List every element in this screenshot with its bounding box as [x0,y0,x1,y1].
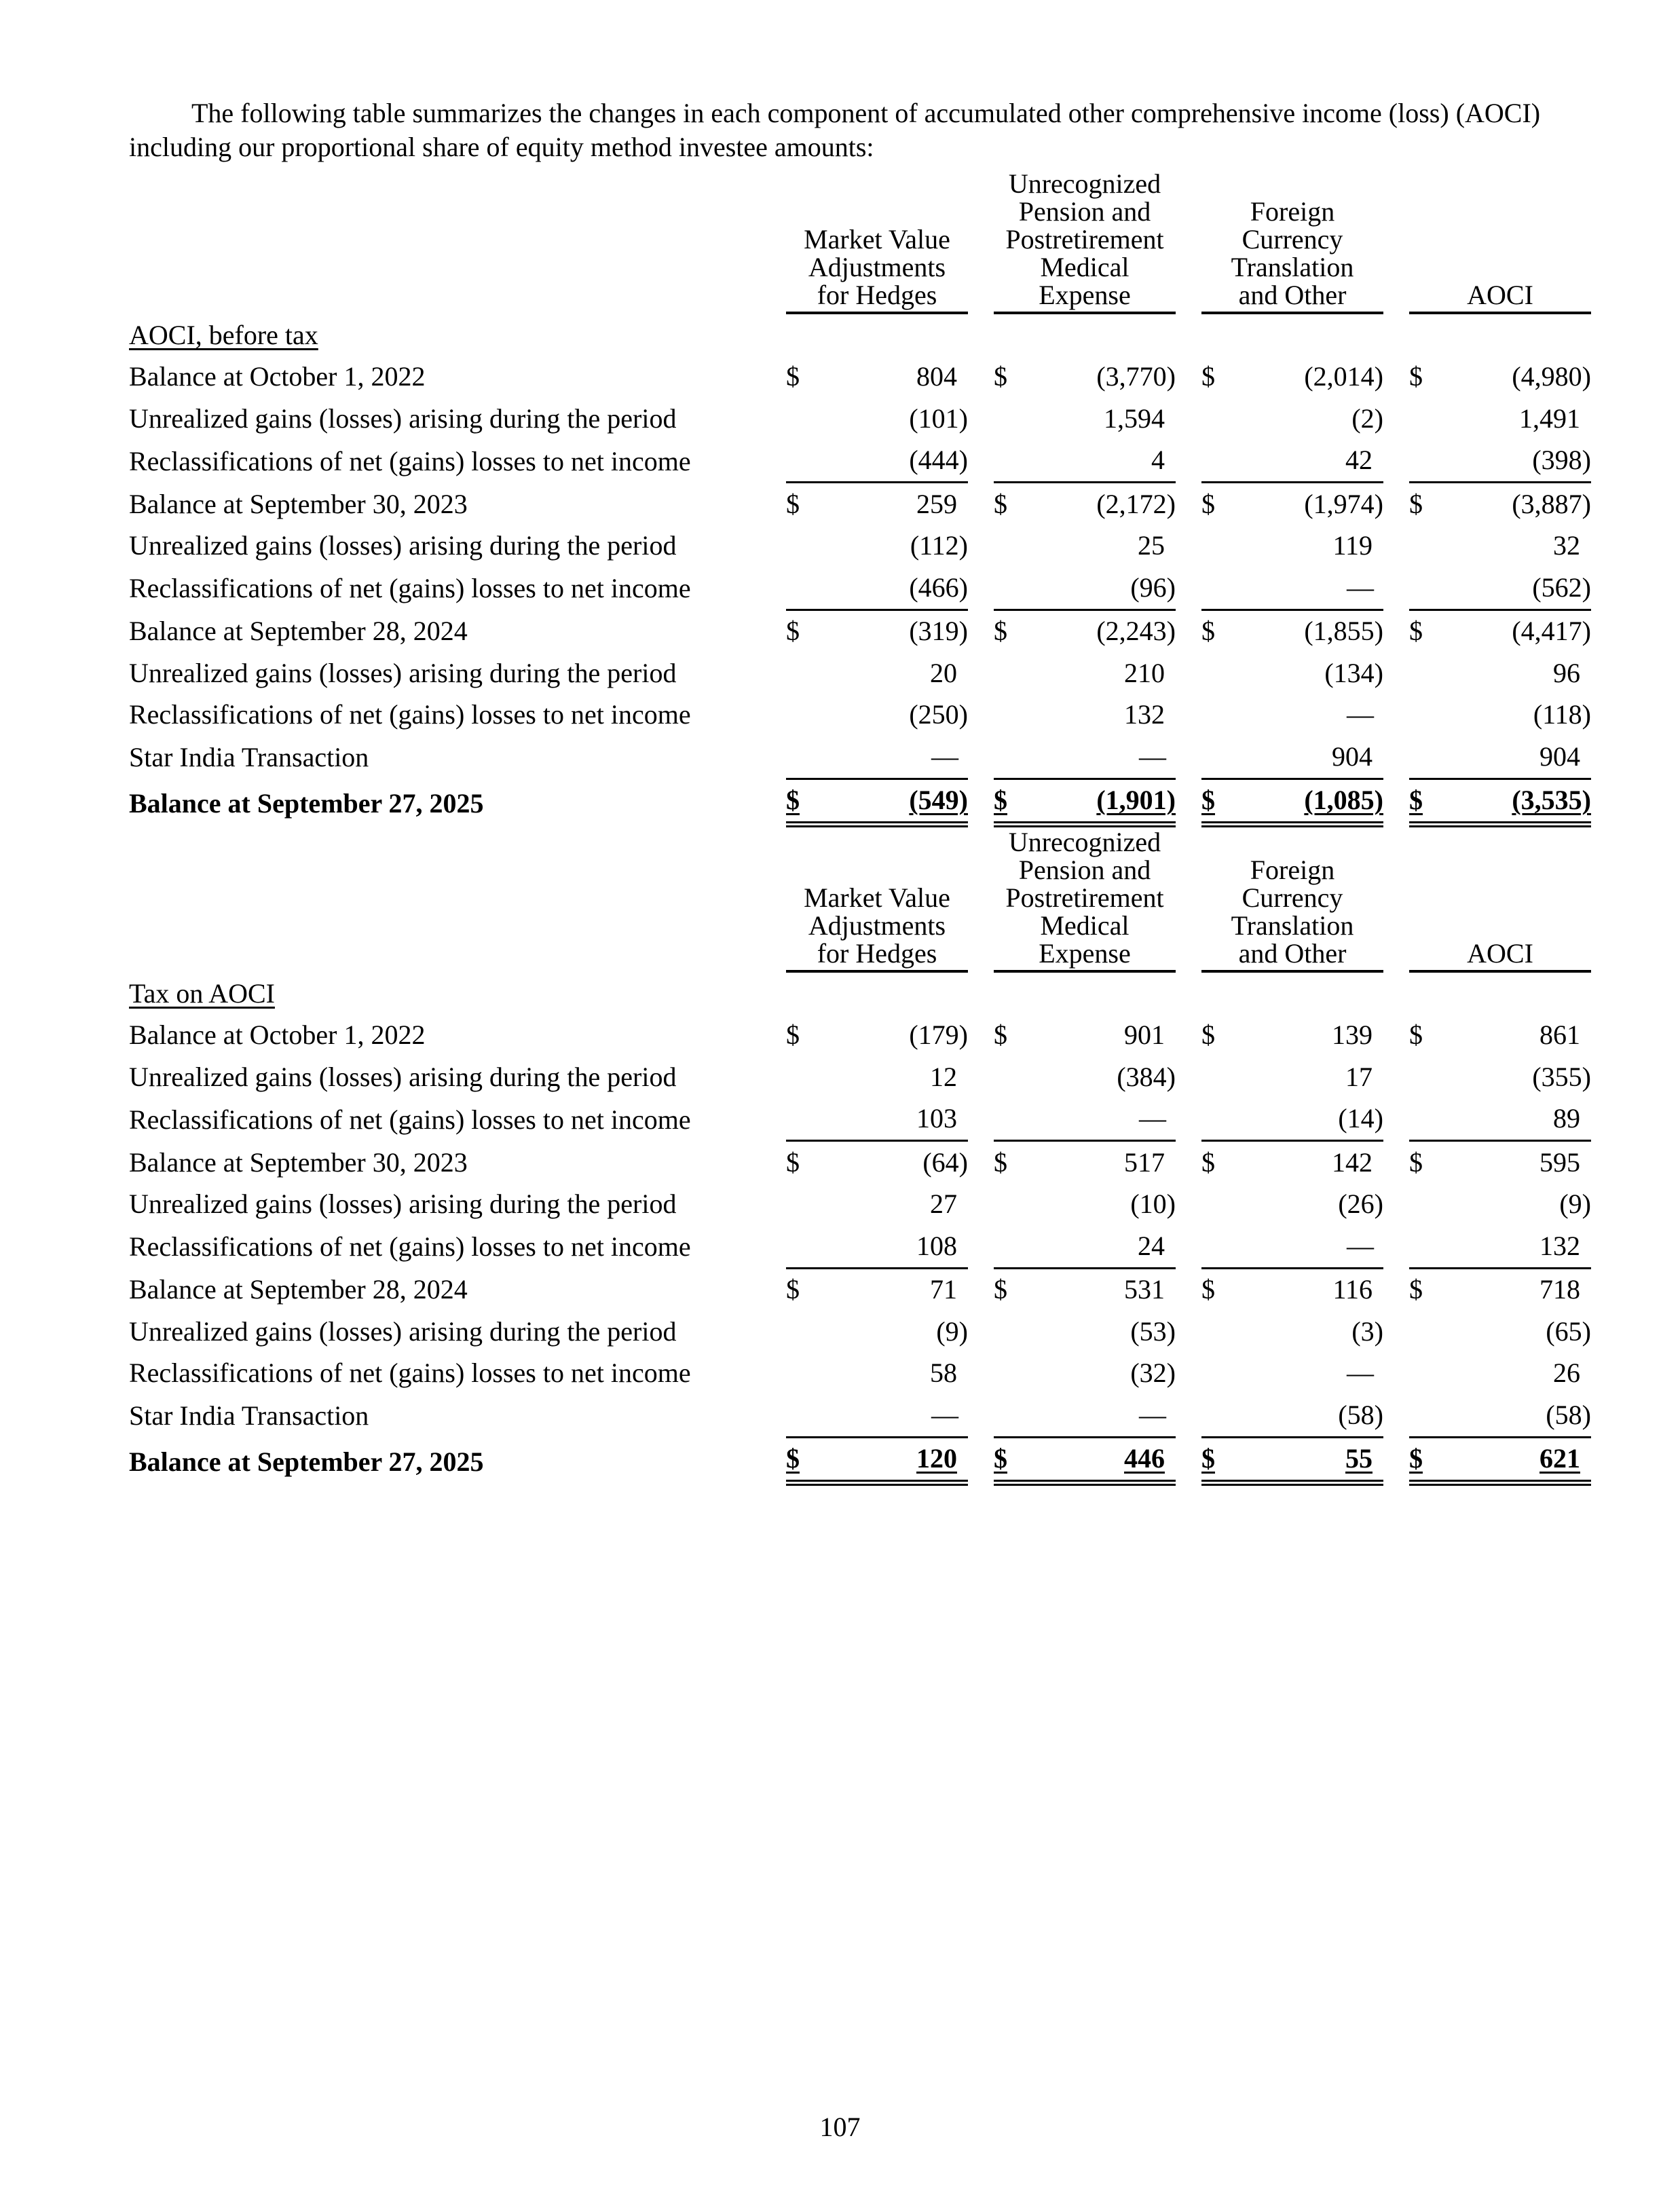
currency-symbol [786,440,820,484]
cell-hedges: 12 [930,1061,957,1092]
table-row [129,736,1591,780]
currency-symbol [994,440,1028,484]
cell-hedges: — [820,736,968,780]
row-label: Balance at September 30, 2023 [129,488,468,519]
column-header-hedges: Market Value Adjustments for Hedges [786,170,968,314]
cell-hedges: 71 [930,1274,957,1305]
currency-symbol: $ [994,780,1028,828]
currency-symbol: $ [786,488,800,519]
currency-symbol: $ [786,1019,800,1051]
table-row [129,1184,1591,1226]
currency-symbol [1409,736,1443,780]
row-label: Balance at September 30, 2023 [129,1146,468,1178]
cell-fx: (1,855) [1304,616,1383,647]
cell-aoci: (3,535) [1443,780,1591,828]
cell-pension: 4 [1028,440,1176,484]
cell-pension: (2,243) [1096,616,1176,647]
currency-symbol [786,1098,820,1142]
currency-symbol [994,525,1028,567]
currency-symbol: $ [994,1019,1007,1051]
table-row [129,525,1591,567]
column-header-pension: Unrecognized Pension and Postretirement Medical Expense [994,828,1176,973]
currency-symbol [1201,1394,1235,1438]
currency-symbol: $ [994,616,1007,647]
currency-symbol: $ [994,361,1007,392]
cell-fx: 116 [1332,1274,1373,1305]
table-row [129,652,1591,694]
row-label: Reclassifications of net (gains) losses to net income [129,1231,691,1262]
table-row [129,1394,1591,1438]
currency-symbol [1201,1056,1235,1098]
cell-hedges: (319) [909,616,968,647]
currency-symbol [786,1056,820,1098]
column-header-pension: Unrecognized Pension and Postretirement Medical Expense [994,170,1176,314]
cell-hedges: 20 [930,657,957,688]
currency-symbol: $ [1201,361,1215,392]
cell-fx: (1,085) [1235,780,1383,828]
cell-pension: — [1028,736,1176,780]
cell-pension: 446 [1028,1438,1176,1486]
cell-aoci: (398) [1443,440,1591,484]
cell-aoci: 718 [1539,1274,1580,1305]
cell-fx: (14) [1235,1098,1383,1142]
table-row [129,567,1591,611]
cell-pension: 531 [1124,1274,1165,1305]
currency-symbol [786,1184,820,1226]
cell-hedges: 58 [930,1358,957,1389]
row-label: Reclassifications of net (gains) losses to net income [129,699,691,730]
currency-symbol [786,1225,820,1269]
currency-symbol [1201,398,1235,440]
currency-symbol: $ [994,1274,1007,1305]
cell-hedges: 259 [916,488,957,519]
table-row [129,1142,1591,1184]
row-label: Star India Transaction [129,1400,369,1432]
currency-symbol [1201,1184,1235,1226]
table-row [129,1353,1591,1395]
cell-fx: (58) [1235,1394,1383,1438]
cell-pension: 1,594 [1104,403,1165,434]
currency-symbol: $ [1201,1146,1215,1178]
cell-aoci: 132 [1443,1225,1591,1269]
cell-fx: 55 [1235,1438,1383,1486]
currency-symbol [1409,1098,1443,1142]
row-label: Reclassifications of net (gains) losses to net income [129,573,691,604]
cell-hedges: (64) [922,1146,968,1178]
cell-hedges: (444) [820,440,968,484]
cell-aoci: (4,980) [1512,361,1591,392]
currency-symbol: $ [1409,361,1423,392]
currency-symbol [1409,567,1443,611]
cell-hedges: (9) [936,1315,968,1347]
cell-pension: (3,770) [1096,361,1176,392]
currency-symbol [994,1353,1028,1395]
currency-symbol [1409,1394,1443,1438]
table-row [129,611,1591,653]
row-label: Balance at October 1, 2022 [129,361,426,392]
cell-pension: (384) [1117,1061,1176,1092]
cell-hedges: 804 [916,361,957,392]
row-label: Balance at October 1, 2022 [129,1019,426,1051]
cell-aoci: 32 [1553,530,1580,561]
cell-pension: (1,901) [1028,780,1176,828]
row-label: Reclassifications of net (gains) losses to net income [129,1104,691,1135]
row-label: Reclassifications of net (gains) losses to net income [129,445,691,476]
row-label: Balance at September 28, 2024 [129,1274,468,1305]
currency-symbol [994,1056,1028,1098]
cell-pension: 132 [1124,699,1165,730]
row-label: Unrealized gains (losses) arising during the period [129,530,677,561]
cell-aoci: (355) [1532,1061,1591,1092]
currency-symbol [1409,694,1443,736]
cell-pension: 210 [1124,657,1165,688]
row-label: Star India Transaction [129,742,369,773]
cell-fx: (134) [1324,657,1383,688]
table-row [129,1311,1591,1353]
currency-symbol [786,567,820,611]
table-row [129,1098,1591,1142]
table-row [129,398,1591,440]
cell-aoci: 904 [1443,736,1591,780]
currency-symbol [994,1225,1028,1269]
currency-symbol [786,1353,820,1395]
currency-symbol [994,694,1028,736]
currency-symbol [994,1184,1028,1226]
row-label: Reclassifications of net (gains) losses to net income [129,1358,691,1389]
column-header-fx: Foreign Currency Translation and Other [1201,170,1383,314]
cell-aoci: (118) [1533,699,1591,730]
cell-pension: 24 [1028,1225,1176,1269]
currency-symbol [994,1098,1028,1142]
cell-fx: 139 [1332,1019,1373,1051]
currency-symbol [786,652,820,694]
currency-symbol [1201,1353,1235,1395]
row-label: Unrealized gains (losses) arising during the period [129,1189,677,1220]
currency-symbol: $ [1201,616,1215,647]
column-header-fx: Foreign Currency Translation and Other [1201,828,1383,973]
row-label: Balance at September 27, 2025 [129,787,484,819]
currency-symbol: $ [786,1438,820,1486]
section-title: AOCI, before tax [129,319,318,350]
currency-symbol [786,398,820,440]
aoci-before-tax-table [129,170,1591,827]
cell-fx: — [1347,1358,1374,1389]
currency-symbol [786,525,820,567]
cell-pension: (53) [1130,1315,1176,1347]
cell-fx: — [1235,567,1383,611]
cell-hedges: 120 [820,1438,968,1486]
cell-hedges: 108 [820,1225,968,1269]
table-row [129,440,1591,484]
cell-aoci: (9) [1559,1189,1591,1220]
currency-symbol [1201,652,1235,694]
currency-symbol: $ [1409,1438,1443,1486]
aoci-tax-table [129,828,1591,1486]
table-row [129,694,1591,736]
currency-symbol [786,694,820,736]
table-row [129,1056,1591,1098]
cell-pension: — [1028,1394,1176,1438]
currency-symbol [994,398,1028,440]
cell-fx: (2) [1351,403,1383,434]
cell-hedges: — [820,1394,968,1438]
cell-aoci: 26 [1553,1358,1580,1389]
cell-pension: (2,172) [1096,488,1176,519]
currency-symbol [1409,398,1443,440]
currency-symbol: $ [1409,1146,1423,1178]
cell-pension: 901 [1124,1019,1165,1051]
cell-aoci: 89 [1443,1098,1591,1142]
cell-pension: — [1028,1098,1176,1142]
cell-fx: 904 [1235,736,1383,780]
currency-symbol [1409,440,1443,484]
currency-symbol: $ [786,1146,800,1178]
currency-symbol: $ [1409,1274,1423,1305]
page-number: 107 [819,2112,861,2142]
column-header-hedges: Market Value Adjustments for Hedges [786,828,968,973]
currency-symbol: $ [1409,616,1423,647]
row-label: Balance at September 28, 2024 [129,616,468,647]
currency-symbol [1409,525,1443,567]
cell-fx: — [1235,1225,1383,1269]
currency-symbol: $ [1201,780,1235,828]
currency-symbol [786,1394,820,1438]
currency-symbol [994,652,1028,694]
currency-symbol [1201,525,1235,567]
currency-symbol: $ [1409,488,1423,519]
currency-symbol [994,1394,1028,1438]
table-row [129,1269,1591,1311]
currency-symbol [1409,1225,1443,1269]
cell-hedges: 103 [820,1098,968,1142]
currency-symbol [1201,1098,1235,1142]
currency-symbol: $ [994,488,1007,519]
currency-symbol [1409,1184,1443,1226]
currency-symbol [1201,1311,1235,1353]
currency-symbol: $ [1201,1019,1215,1051]
cell-hedges: (250) [909,699,968,730]
cell-fx: (1,974) [1304,488,1383,519]
column-header-aoci: AOCI [1409,170,1591,314]
cell-fx: (2,014) [1304,361,1383,392]
cell-fx: 119 [1332,530,1373,561]
cell-aoci: 1,491 [1519,403,1580,434]
currency-symbol [1201,1225,1235,1269]
cell-aoci: (65) [1546,1315,1591,1347]
currency-symbol: $ [786,780,820,828]
cell-pension: (32) [1130,1358,1176,1389]
currency-symbol [1409,1056,1443,1098]
currency-symbol [1409,1353,1443,1395]
cell-aoci: 861 [1539,1019,1580,1051]
table-row [129,1438,1591,1486]
currency-symbol: $ [1201,488,1215,519]
cell-hedges: (179) [909,1019,968,1051]
table-row [129,1225,1591,1269]
cell-fx: 17 [1345,1061,1373,1092]
currency-symbol [786,1311,820,1353]
cell-aoci: (3,887) [1512,488,1591,519]
cell-aoci: 621 [1443,1438,1591,1486]
currency-symbol: $ [994,1438,1028,1486]
cell-fx: (26) [1338,1189,1383,1220]
currency-symbol [1409,652,1443,694]
cell-fx: (3) [1351,1315,1383,1347]
currency-symbol: $ [786,616,800,647]
currency-symbol [1201,736,1235,780]
currency-symbol: $ [786,1274,800,1305]
cell-hedges: (112) [910,530,968,561]
currency-symbol [994,1311,1028,1353]
currency-symbol [786,736,820,780]
currency-symbol [1409,1311,1443,1353]
row-label: Balance at September 27, 2025 [129,1446,484,1477]
cell-fx: — [1347,699,1374,730]
table-row [129,780,1591,828]
table-row [129,483,1591,525]
cell-aoci: 595 [1539,1146,1580,1178]
table-row [129,356,1591,398]
currency-symbol: $ [1201,1438,1235,1486]
cell-aoci: (562) [1443,567,1591,611]
cell-hedges: (466) [820,567,968,611]
cell-aoci: (58) [1443,1394,1591,1438]
cell-aoci: 96 [1553,657,1580,688]
currency-symbol: $ [1409,780,1443,828]
cell-hedges: 27 [930,1189,957,1220]
row-label: Unrealized gains (losses) arising during the period [129,403,677,434]
currency-symbol: $ [1201,1274,1215,1305]
cell-fx: 142 [1332,1146,1373,1178]
currency-symbol [1201,694,1235,736]
cell-aoci: (4,417) [1512,616,1591,647]
currency-symbol: $ [1409,1019,1423,1051]
cell-pension: 517 [1124,1146,1165,1178]
column-header-aoci: AOCI [1409,828,1591,973]
currency-symbol [1201,567,1235,611]
currency-symbol [994,567,1028,611]
row-label: Unrealized gains (losses) arising during the period [129,1315,677,1347]
table-row [129,1015,1591,1057]
cell-pension: (96) [1028,567,1176,611]
cell-pension: (10) [1130,1189,1176,1220]
cell-pension: 25 [1138,530,1165,561]
currency-symbol: $ [786,361,800,392]
currency-symbol: $ [994,1146,1007,1178]
row-label: Unrealized gains (losses) arising during the period [129,1061,677,1092]
section-title: Tax on AOCI [129,977,275,1009]
cell-hedges: (101) [909,403,968,434]
cell-fx: 42 [1235,440,1383,484]
currency-symbol [994,736,1028,780]
currency-symbol [1201,440,1235,484]
row-label: Unrealized gains (losses) arising during the period [129,657,677,688]
intro-paragraph: The following table summarizes the changes in each component of accumulated other comprehensive income (loss) (AOCI) including our proportional share of equity method investee amounts: [129,98,1541,162]
cell-hedges: (549) [820,780,968,828]
